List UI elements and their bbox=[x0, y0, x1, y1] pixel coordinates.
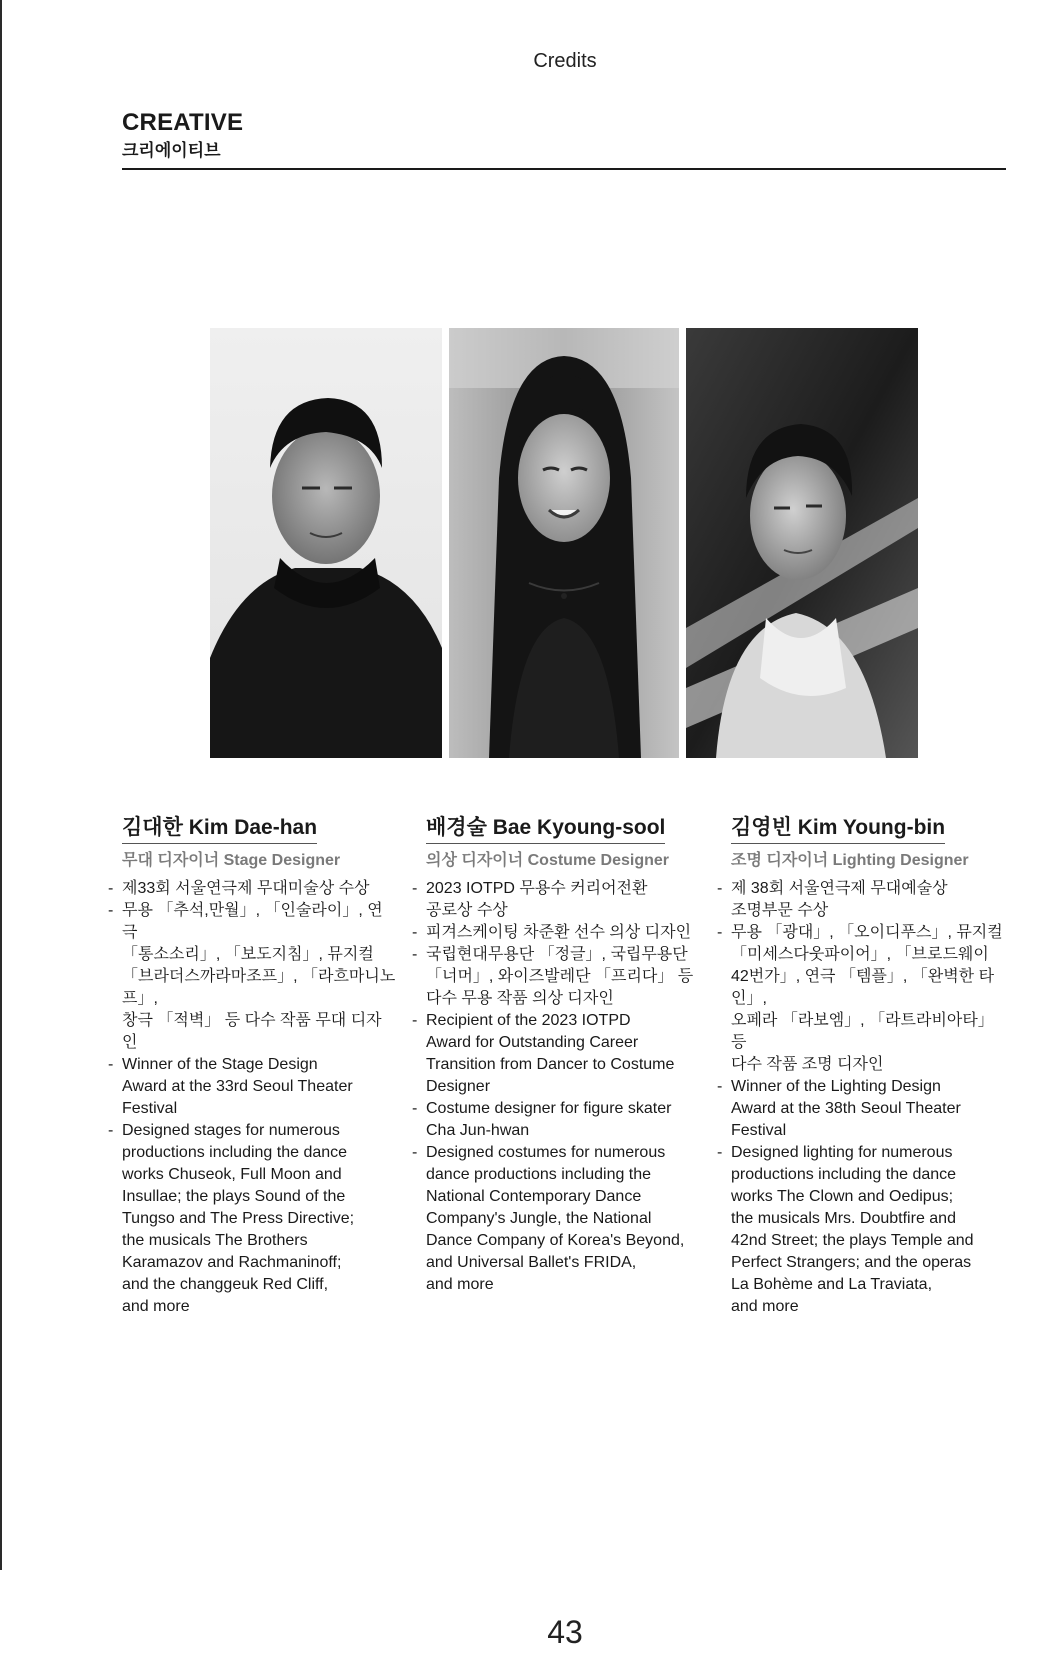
portrait-bae-kyoung-sool-image bbox=[449, 328, 679, 758]
running-head: Credits bbox=[533, 50, 597, 72]
bio-list bbox=[426, 878, 701, 1296]
bio-list bbox=[122, 878, 397, 1318]
page-number: 43 bbox=[547, 1614, 583, 1650]
section-header bbox=[122, 108, 1006, 170]
portrait-photo bbox=[449, 328, 679, 758]
person-name: 김대한 Kim Dae-han bbox=[122, 814, 317, 844]
portrait-photo bbox=[686, 328, 918, 758]
portrait-kim-dae-han-image bbox=[210, 328, 442, 758]
credit-column bbox=[122, 814, 397, 1318]
bio-item: - 제 38회 서울연극제 무대예술상 조명부문 수상 bbox=[731, 878, 1006, 922]
person-name: 배경술 Bae Kyoung-sool bbox=[426, 814, 665, 844]
person-role: 조명 디자이너 Lighting Designer bbox=[731, 852, 969, 869]
portrait-kim-young-bin-image bbox=[686, 328, 918, 758]
bio-item: - Costume designer for figure skater Cha Jun-hwan bbox=[426, 1098, 701, 1142]
section-title: CREATIVE bbox=[122, 109, 244, 136]
bio-item: - 무용 「광대」, 「오이디푸스」, 뮤지컬 「미세스다웃파이어」, 「브로드웨이 42번가」, 연극 「템플」, 「완벽한 타인」, 오페라 「라보엠」, 「라트라비아타」 등 다수 작품 조명 디자인 bbox=[731, 922, 1006, 1076]
bio-item: - 국립현대무용단 「정글」, 국립무용단 「너머」, 와이즈발레단 「프리다」 등 다수 무용 작품 의상 디자인 bbox=[426, 944, 701, 1010]
bio-item: - Winner of the Stage Design Award at the 33rd Seoul Theater Festival bbox=[122, 1054, 397, 1120]
bio-item: - Designed costumes for numerous dance productions including the National Contemporary Dance Company's Jungle, the National Dance Company of Korea's Beyond, and Universal Ballet's FRIDA, and more bbox=[426, 1142, 701, 1296]
bio-item: - Recipient of the 2023 IOTPD Award for Outstanding Career Transition from Dancer to Costume Designer bbox=[426, 1010, 701, 1098]
credit-column bbox=[731, 814, 1006, 1318]
bio-item: - 제33회 서울연극제 무대미술상 수상 bbox=[122, 878, 397, 900]
bio-list bbox=[731, 878, 1006, 1318]
bio-item: - 2023 IOTPD 무용수 커리어전환 공로상 수상 bbox=[426, 878, 701, 922]
bio-item: - Designed stages for numerous productions including the dance works Chuseok, Full Moon and Insullae; the plays Sound of the Tungso and The Press Directive; the musicals The Brothers Karamazov and Rachmaninoff; and the changgeuk Red Cliff, and more bbox=[122, 1120, 397, 1318]
bio-item: - 무용 「추석,만월」, 「인술라이」, 연극 「통소소리」, 「보도지침」, 뮤지컬 「브라더스까라마조프」, 「라흐마니노프」, 창극 「적벽」 등 다수 작품 무대 디자인 bbox=[122, 900, 397, 1054]
bio-item: - 피겨스케이팅 차준환 선수 의상 디자인 bbox=[426, 922, 701, 944]
portrait-photo bbox=[210, 328, 442, 758]
person-role: 무대 디자이너 Stage Designer bbox=[122, 852, 341, 869]
person-role: 의상 디자이너 Costume Designer bbox=[426, 852, 669, 869]
section-subtitle: 크리에이티브 bbox=[122, 141, 221, 160]
credit-column bbox=[426, 814, 701, 1296]
bio-item: - Designed lighting for numerous productions including the dance works The Clown and Oedipus; the musicals Mrs. Doubtfire and 42nd Street; the plays Temple and Perfect Strangers; and the operas La Bohème and La Traviata, and more bbox=[731, 1142, 1006, 1318]
bio-item: - Winner of the Lighting Design Award at the 38th Seoul Theater Festival bbox=[731, 1076, 1006, 1142]
page-left-rule bbox=[0, 0, 2, 1570]
person-name: 김영빈 Kim Young-bin bbox=[731, 814, 945, 844]
